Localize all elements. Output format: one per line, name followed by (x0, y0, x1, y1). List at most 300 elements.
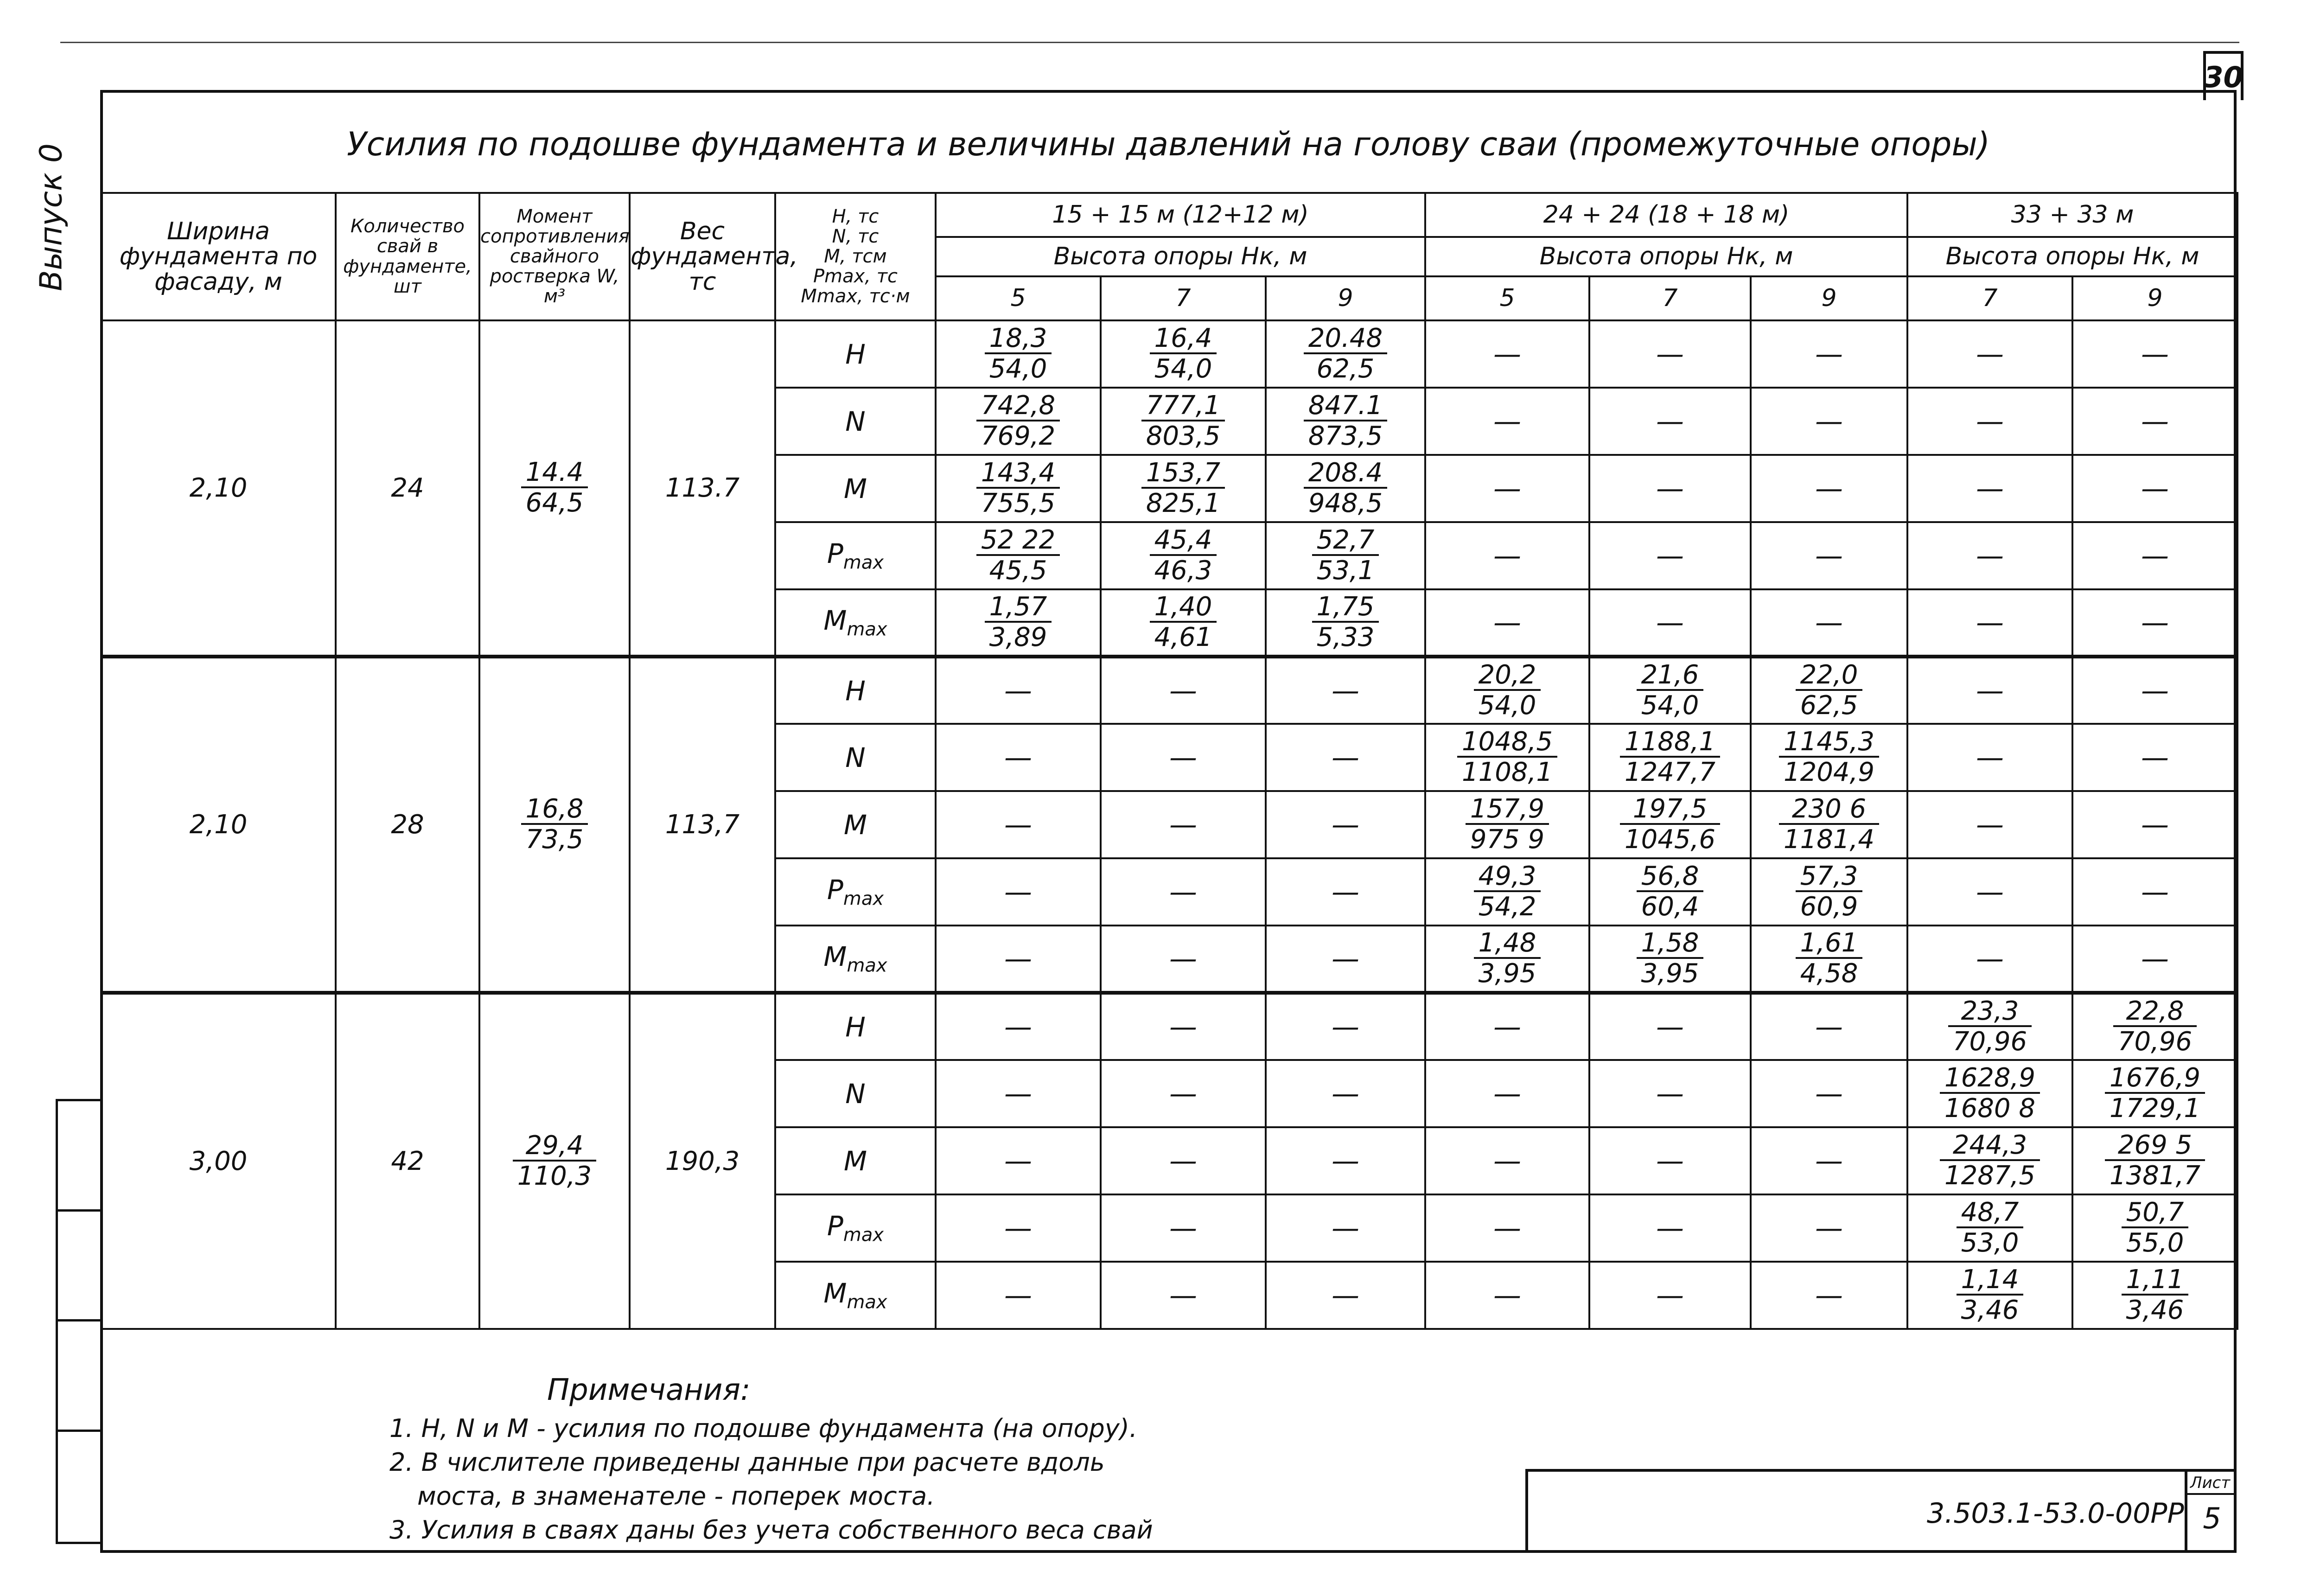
numerator: 230 6 (1779, 795, 1879, 825)
fraction (521, 458, 588, 518)
forces-table (100, 192, 2238, 1330)
fraction (1466, 795, 1549, 855)
value-cell (1751, 791, 1907, 858)
denominator: 73,5 (525, 824, 584, 855)
fraction (2105, 1064, 2205, 1124)
empty-cell (1101, 1127, 1266, 1194)
parameter-label (775, 1060, 936, 1127)
denominator: 46,3 (1154, 555, 1212, 586)
denominator: 1247,7 (1625, 757, 1715, 788)
denominator: 70,96 (2117, 1027, 2193, 1057)
denominator: 3,46 (2126, 1295, 2184, 1326)
param-subscript: max (843, 552, 884, 574)
parameter-label (775, 791, 936, 858)
dash: — (1332, 674, 1359, 707)
dash: — (1976, 539, 2004, 572)
document-title (100, 125, 2237, 163)
note-item: 2. В числителе приведены данные при расчете вдоль (389, 1448, 1105, 1477)
value-cell (2072, 1060, 2237, 1127)
table-row (101, 320, 2237, 388)
denominator: 3,95 (1641, 958, 1699, 989)
empty-cell (1266, 1194, 1425, 1262)
dash: — (1169, 674, 1197, 707)
dash: — (1976, 741, 2004, 774)
dash: — (1493, 539, 1522, 572)
empty-cell (1589, 993, 1751, 1060)
param-subscript: max (847, 1291, 887, 1313)
header-width: Ширина фундамента по фасаду, м (101, 193, 336, 320)
dash: — (1169, 1010, 1197, 1043)
denominator: 45,5 (989, 555, 1047, 586)
fraction (1940, 1064, 2040, 1124)
dash: — (2141, 606, 2169, 639)
denominator: 54,2 (1478, 892, 1536, 922)
parameter-label (775, 1194, 936, 1262)
stamp-cell (58, 1101, 100, 1212)
param-symbol: P (827, 1210, 843, 1242)
value-cell (2072, 993, 2237, 1060)
parameter-label (775, 993, 936, 1060)
numerator: 29,4 (513, 1131, 596, 1162)
value-cell (1907, 1060, 2072, 1127)
denominator: 70,96 (1952, 1027, 2027, 1057)
param-symbol: M (843, 809, 867, 841)
value-cell (1101, 589, 1266, 657)
empty-cell (1425, 320, 1589, 388)
dash: — (1976, 875, 2004, 908)
value-cell (1101, 320, 1266, 388)
empty-cell (1907, 455, 2072, 522)
dash: — (1004, 875, 1032, 908)
empty-cell (1266, 1262, 1425, 1329)
empty-cell (1907, 858, 2072, 926)
denominator: 1287,5 (1944, 1161, 2035, 1191)
denominator: 54,0 (1641, 690, 1699, 721)
empty-cell (1907, 791, 2072, 858)
dash: — (1656, 1010, 1684, 1043)
document-code: 3.503.1-53.0-00PP (1927, 1497, 2184, 1530)
denominator: 60,4 (1641, 892, 1699, 922)
height-value: 5 (936, 276, 1101, 320)
fraction (1796, 661, 1863, 721)
empty-cell (936, 858, 1101, 926)
header-piles: Количество свай в фундаменте, шт (336, 193, 479, 320)
empty-cell (1751, 1060, 1907, 1127)
fraction (1312, 526, 1379, 586)
dash: — (1332, 741, 1359, 774)
dash: — (1815, 1144, 1843, 1177)
dash: — (1815, 472, 1843, 505)
fraction (985, 324, 1052, 384)
fraction (976, 526, 1060, 586)
dash: — (1976, 472, 2004, 505)
param-symbol: M (823, 1277, 847, 1309)
fraction (1620, 795, 1720, 855)
dash: — (1815, 1279, 1843, 1312)
stamp-cell (58, 1432, 100, 1542)
numerator: 50,7 (2122, 1198, 2189, 1229)
numerator: 21,6 (1637, 661, 1704, 691)
empty-cell (936, 657, 1101, 724)
numerator: 1188,1 (1620, 728, 1720, 758)
empty-cell (1907, 320, 2072, 388)
value-cell (936, 455, 1101, 522)
param-symbol: H (845, 675, 866, 707)
dash: — (1976, 338, 2004, 370)
dash: — (1004, 1212, 1032, 1245)
fraction (1779, 795, 1879, 855)
param-symbol: P (827, 874, 843, 906)
dash: — (1815, 606, 1843, 639)
empty-cell (2072, 724, 2237, 791)
empty-cell (2072, 657, 2237, 724)
dash: — (2141, 405, 2169, 438)
numerator: 244,3 (1940, 1131, 2040, 1162)
dash: — (1493, 405, 1522, 438)
value-cell (1425, 926, 1589, 993)
top-rule (60, 42, 2239, 43)
empty-cell (1589, 320, 1751, 388)
empty-cell (936, 926, 1101, 993)
header-moment: Момент сопротивления свайного ростверка W, м³ (479, 193, 630, 320)
dash: — (1332, 1077, 1359, 1110)
empty-cell (1425, 1060, 1589, 1127)
param-symbol: P (827, 538, 843, 570)
parameter-label (775, 858, 936, 926)
unit-pmax: Pmax, тс (813, 266, 898, 287)
height-caption: Высота опоры Нк, м (1907, 237, 2237, 276)
dash: — (1169, 942, 1197, 975)
parameter-label (775, 724, 936, 791)
numerator: 847.1 (1304, 391, 1387, 422)
dash: — (1976, 808, 2004, 841)
empty-cell (1907, 657, 2072, 724)
fraction (1474, 862, 1541, 922)
denominator: 825,1 (1146, 488, 1221, 519)
numerator: 143,4 (976, 459, 1060, 489)
empty-cell (2072, 858, 2237, 926)
empty-cell (2072, 388, 2237, 455)
height-value: 7 (1589, 276, 1751, 320)
empty-cell (1751, 320, 1907, 388)
denominator: 55,0 (2126, 1228, 2184, 1258)
dash: — (1656, 606, 1684, 639)
dash: — (1332, 942, 1359, 975)
numerator: 1676,9 (2105, 1064, 2205, 1094)
section-modulus (479, 320, 630, 657)
dash: — (1004, 942, 1032, 975)
empty-cell (1589, 1194, 1751, 1262)
empty-cell (1589, 455, 1751, 522)
fraction (1637, 862, 1704, 922)
value-cell (1425, 791, 1589, 858)
empty-cell (1101, 926, 1266, 993)
denominator: 54,0 (989, 354, 1047, 384)
dash: — (1332, 875, 1359, 908)
unit-mmax: Mmax, тс·м (801, 286, 910, 307)
span-group-33: 33 + 33 м (1907, 193, 2237, 237)
numerator: 18,3 (985, 324, 1052, 355)
note-item: моста, в знаменателе - поперек моста. (417, 1481, 935, 1511)
numerator: 777,1 (1141, 391, 1225, 422)
title-block (1525, 1469, 2237, 1553)
value-cell (1751, 724, 1907, 791)
empty-cell (1751, 455, 1907, 522)
empty-cell (1425, 455, 1589, 522)
numerator: 57,3 (1796, 862, 1863, 893)
denominator: 1108,1 (1462, 757, 1553, 788)
numerator: 20.48 (1304, 324, 1387, 355)
empty-cell (2072, 589, 2237, 657)
value-cell (1266, 589, 1425, 657)
empty-cell (1266, 791, 1425, 858)
dash: — (2141, 338, 2169, 370)
dash: — (1004, 1077, 1032, 1110)
empty-cell (936, 1262, 1101, 1329)
empty-cell (1751, 522, 1907, 589)
value-cell (1589, 657, 1751, 724)
numerator: 16,8 (521, 795, 588, 825)
value-cell (1425, 724, 1589, 791)
dash: — (1169, 808, 1197, 841)
empty-cell (1589, 1262, 1751, 1329)
pile-count: 42 (336, 993, 479, 1329)
dash: — (1656, 1144, 1684, 1177)
fraction (1779, 728, 1879, 788)
denominator: 62,5 (1800, 690, 1858, 721)
value-cell (936, 320, 1101, 388)
param-symbol: M (823, 605, 847, 637)
fraction (2122, 1265, 2189, 1326)
dash: — (2141, 875, 2169, 908)
value-cell (1589, 926, 1751, 993)
section-modulus (479, 993, 630, 1329)
empty-cell (1907, 388, 2072, 455)
header-weight: Вес фундамента, тс (630, 193, 775, 320)
fraction (2113, 997, 2197, 1057)
pile-count: 24 (336, 320, 479, 657)
empty-cell (1425, 589, 1589, 657)
section-modulus (479, 657, 630, 993)
header-units (775, 193, 936, 320)
stamp-cell (58, 1212, 100, 1322)
left-stamp-strip (56, 1099, 100, 1544)
fraction (1150, 324, 1217, 384)
fraction (1948, 997, 2032, 1057)
dash: — (1332, 1144, 1359, 1177)
sheet-value: 5 (2203, 1501, 2221, 1535)
denominator: 53,1 (1316, 555, 1375, 586)
numerator: 1,40 (1150, 593, 1217, 623)
value-cell (1101, 455, 1266, 522)
dash: — (1656, 1077, 1684, 1110)
denominator: 803,5 (1146, 421, 1221, 452)
value-cell (2072, 1127, 2237, 1194)
empty-cell (1589, 1060, 1751, 1127)
span-group-24: 24 + 24 (18 + 18 м) (1425, 193, 1907, 237)
fraction (1304, 391, 1387, 452)
param-subscript: max (843, 888, 884, 910)
fraction (1474, 661, 1541, 721)
empty-cell (1266, 1127, 1425, 1194)
empty-cell (936, 791, 1101, 858)
foundation-width: 2,10 (101, 657, 336, 993)
denominator: 1680 8 (1944, 1093, 2035, 1124)
value-cell (936, 388, 1101, 455)
empty-cell (1751, 1127, 1907, 1194)
empty-cell (1101, 657, 1266, 724)
dash: — (1169, 1077, 1197, 1110)
parameter-label (775, 320, 936, 388)
fraction (2122, 1198, 2189, 1258)
empty-cell (1101, 791, 1266, 858)
fraction (976, 459, 1060, 519)
numerator: 52 22 (976, 526, 1060, 556)
notes-title: Примечания: (547, 1373, 751, 1407)
dash: — (1169, 1212, 1197, 1245)
empty-cell (1425, 388, 1589, 455)
denominator: 53,0 (1961, 1228, 2019, 1258)
empty-cell (1907, 589, 2072, 657)
dash: — (1004, 1279, 1032, 1312)
value-cell (1266, 455, 1425, 522)
empty-cell (2072, 522, 2237, 589)
value-cell (1907, 1194, 2072, 1262)
fraction (1141, 391, 1225, 452)
denominator: 62,5 (1316, 354, 1375, 384)
denominator: 1204,9 (1784, 757, 1874, 788)
table-row (101, 993, 2237, 1060)
fraction (1637, 661, 1704, 721)
dash: — (1169, 741, 1197, 774)
numerator: 1,14 (1957, 1265, 2024, 1296)
series-label: Выпуск 0 (33, 143, 69, 291)
empty-cell (1751, 589, 1907, 657)
height-caption: Высота опоры Нк, м (936, 237, 1425, 276)
empty-cell (1266, 724, 1425, 791)
numerator: 742,8 (976, 391, 1060, 422)
param-symbol: N (845, 741, 866, 773)
note-item: 3. Усилия в сваях даны без учета собственного веса свай (389, 1515, 1153, 1545)
numerator: 49,3 (1474, 862, 1541, 893)
param-symbol: M (823, 941, 847, 973)
dash: — (2141, 674, 2169, 707)
parameter-label (775, 589, 936, 657)
numerator: 14.4 (521, 458, 588, 489)
numerator: 153,7 (1141, 459, 1225, 489)
empty-cell (2072, 791, 2237, 858)
unit-h: H, тс (832, 205, 879, 227)
numerator: 1,75 (1312, 593, 1379, 623)
denominator: 3,46 (1961, 1295, 2019, 1326)
empty-cell (1266, 1060, 1425, 1127)
dash: — (1004, 1010, 1032, 1043)
value-cell (1589, 858, 1751, 926)
numerator: 1,48 (1474, 929, 1541, 959)
numerator: 22,0 (1796, 661, 1863, 691)
numerator: 269 5 (2105, 1131, 2205, 1162)
dash: — (1169, 875, 1197, 908)
fraction (1141, 459, 1225, 519)
sheet-number: 30 (2203, 51, 2244, 100)
empty-cell (1589, 589, 1751, 657)
value-cell (2072, 1194, 2237, 1262)
height-value: 7 (1101, 276, 1266, 320)
denominator: 1045,6 (1625, 824, 1715, 855)
value-cell (1425, 657, 1589, 724)
empty-cell (1425, 1194, 1589, 1262)
height-caption: Высота опоры Нк, м (1425, 237, 1907, 276)
foundation-weight: 113,7 (630, 657, 775, 993)
note-item: 1. H, N и M - усилия по подошве фундамента (на опору). (389, 1414, 1138, 1443)
empty-cell (1751, 1194, 1907, 1262)
param-symbol: N (845, 1078, 866, 1110)
denominator: 5,33 (1316, 622, 1375, 653)
fraction (1457, 728, 1557, 788)
dash: — (1332, 1279, 1359, 1312)
stamp-cell (58, 1321, 100, 1432)
empty-cell (2072, 455, 2237, 522)
dash: — (1332, 1010, 1359, 1043)
value-cell (1751, 926, 1907, 993)
dash: — (1493, 1010, 1522, 1043)
empty-cell (1101, 1194, 1266, 1262)
height-value: 9 (2072, 276, 2237, 320)
numerator: 1048,5 (1457, 728, 1557, 758)
parameter-label (775, 1262, 936, 1329)
denominator: 873,5 (1308, 421, 1383, 452)
denominator: 110,3 (517, 1161, 592, 1192)
empty-cell (936, 1194, 1101, 1262)
denominator: 4,61 (1154, 622, 1212, 653)
dash: — (1493, 1077, 1522, 1110)
dash: — (2141, 808, 2169, 841)
dash: — (2141, 942, 2169, 975)
empty-cell (1101, 858, 1266, 926)
dash: — (1815, 1010, 1843, 1043)
fraction (521, 795, 588, 855)
denominator: 3,89 (989, 622, 1047, 653)
fraction (1796, 862, 1863, 922)
foundation-weight: 113.7 (630, 320, 775, 657)
empty-cell (1425, 522, 1589, 589)
fraction (1637, 929, 1704, 989)
parameter-label (775, 1127, 936, 1194)
dash: — (1332, 1212, 1359, 1245)
dash: — (1815, 1212, 1843, 1245)
empty-cell (1266, 657, 1425, 724)
denominator: 4,58 (1800, 958, 1858, 989)
fraction (1150, 593, 1217, 653)
empty-cell (1101, 993, 1266, 1060)
dash: — (1656, 338, 1684, 370)
dash: — (1169, 1144, 1197, 1177)
dash: — (1656, 1279, 1684, 1312)
foundation-width: 2,10 (101, 320, 336, 657)
dash: — (1493, 472, 1522, 505)
param-symbol: M (843, 1145, 867, 1177)
notes (389, 1370, 1153, 1547)
value-cell (936, 589, 1101, 657)
dash: — (1493, 1144, 1522, 1177)
empty-cell (936, 993, 1101, 1060)
denominator: 1181,4 (1784, 824, 1874, 855)
denominator: 54,0 (1478, 690, 1536, 721)
empty-cell (1751, 388, 1907, 455)
empty-cell (1907, 724, 2072, 791)
empty-cell (1751, 993, 1907, 1060)
value-cell (1751, 858, 1907, 926)
